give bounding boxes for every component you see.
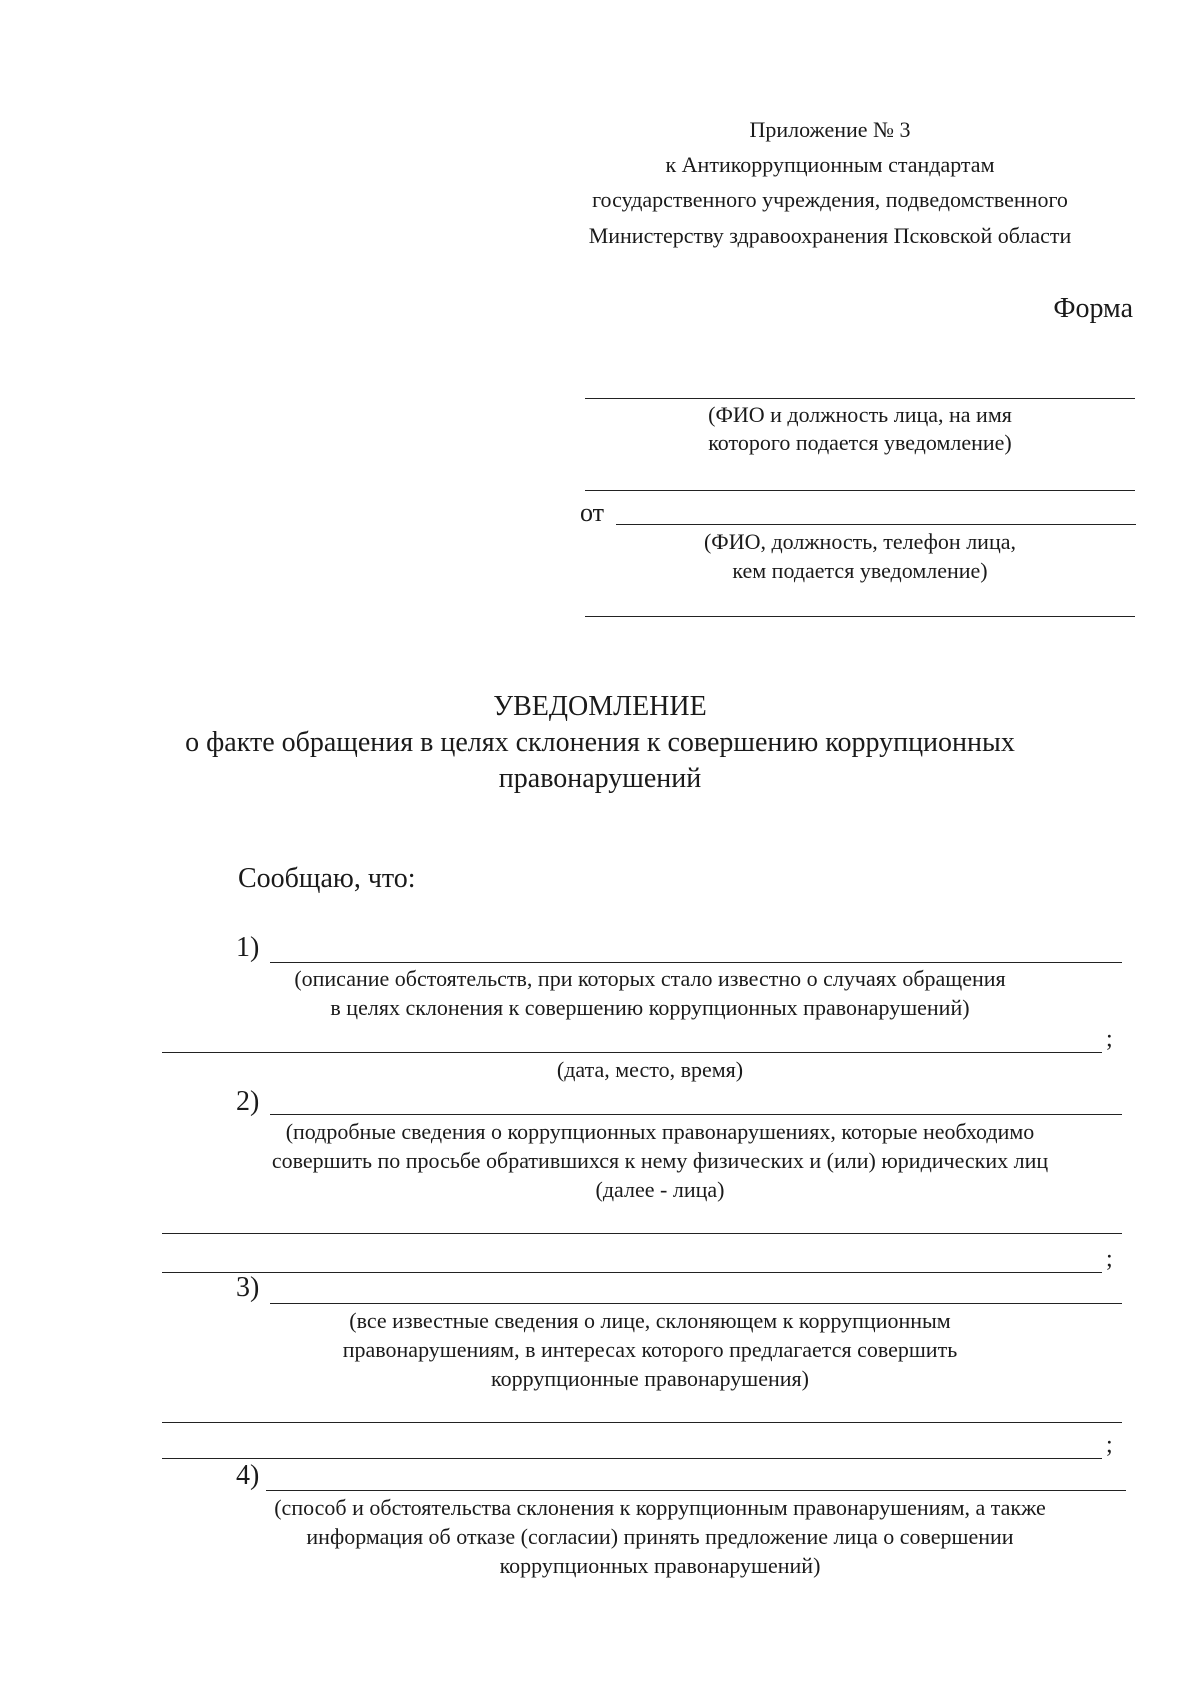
item-caption-line: (все известные сведения о лице, склоняющем к коррупционным [349, 1308, 951, 1333]
recipient-caption-line: (ФИО и должность лица, на имя [708, 402, 1012, 427]
item-caption-line: (подробные сведения о коррупционных правонарушениях, которые необходимо [285, 1119, 1035, 1144]
intro-text: Сообщаю, что: [238, 863, 416, 894]
item-number: 1) [236, 932, 260, 963]
item-answer-line [266, 1490, 1126, 1491]
item-caption-line: в целях склонения к совершению коррупционных правонарушений) [330, 995, 970, 1020]
recipient-name-line [585, 398, 1135, 399]
title-sub-line: о факте обращения в целях склонения к совершению коррупционных [185, 727, 1015, 758]
item-semicolon: ; [1106, 1026, 1113, 1052]
item-answer-line [270, 1303, 1122, 1304]
item-date-caption: (дата, место, время) [556, 1057, 744, 1082]
sender-extra-line [585, 616, 1135, 617]
item-semicolon: ; [1106, 1432, 1113, 1458]
item-caption-line: правонарушениям, в интересах которого предлагается совершить [342, 1337, 958, 1362]
title-sub-line: правонарушений [498, 763, 702, 794]
item-answer-line [162, 1458, 1102, 1459]
item-answer-line [162, 1272, 1102, 1273]
sender-prefix: от [580, 498, 605, 527]
item-caption-line: совершить по просьбе обратившихся к нему физических и (или) юридических лиц [271, 1148, 1049, 1173]
item-answer-line [162, 1422, 1122, 1423]
item-caption-line: (далее - лица) [595, 1177, 725, 1202]
item-number: 4) [236, 1460, 260, 1491]
item-number: 2) [236, 1086, 260, 1117]
appendix-line: Приложение № 3 [749, 117, 911, 142]
item-caption-line: коррупционные правонарушения) [491, 1366, 809, 1391]
appendix-line: государственного учреждения, подведомственного [592, 187, 1068, 212]
item-semicolon: ; [1106, 1246, 1113, 1272]
appendix-line: к Антикоррупционным стандартам [665, 152, 995, 177]
form-label: Форма [1053, 293, 1133, 324]
item-caption-line: информация об отказе (согласии) принять предложение лица о совершении [306, 1524, 1014, 1549]
item-caption-line: коррупционных правонарушений) [499, 1553, 821, 1578]
item-number: 3) [236, 1272, 260, 1303]
item-caption-line: (способ и обстоятельства склонения к коррупционным правонарушениям, а также [274, 1495, 1046, 1520]
item-answer-line [162, 1233, 1122, 1234]
sender-caption-line: (ФИО, должность, телефон лица, [703, 529, 1016, 554]
sender-caption-line: кем подается уведомление) [732, 558, 988, 583]
appendix-line: Министерству здравоохранения Псковской области [588, 223, 1072, 248]
item-caption-line: (описание обстоятельств, при которых стало известно о случаях обращения [294, 966, 1006, 991]
recipient-caption-line: которого подается уведомление) [708, 430, 1012, 455]
sender-name-line [616, 524, 1136, 525]
recipient-extra-line [585, 490, 1135, 491]
item-date-line [162, 1052, 1102, 1053]
item-answer-line [270, 962, 1122, 963]
title-heading: УВЕДОМЛЕНИЕ [493, 691, 707, 722]
item-answer-line [270, 1114, 1122, 1115]
